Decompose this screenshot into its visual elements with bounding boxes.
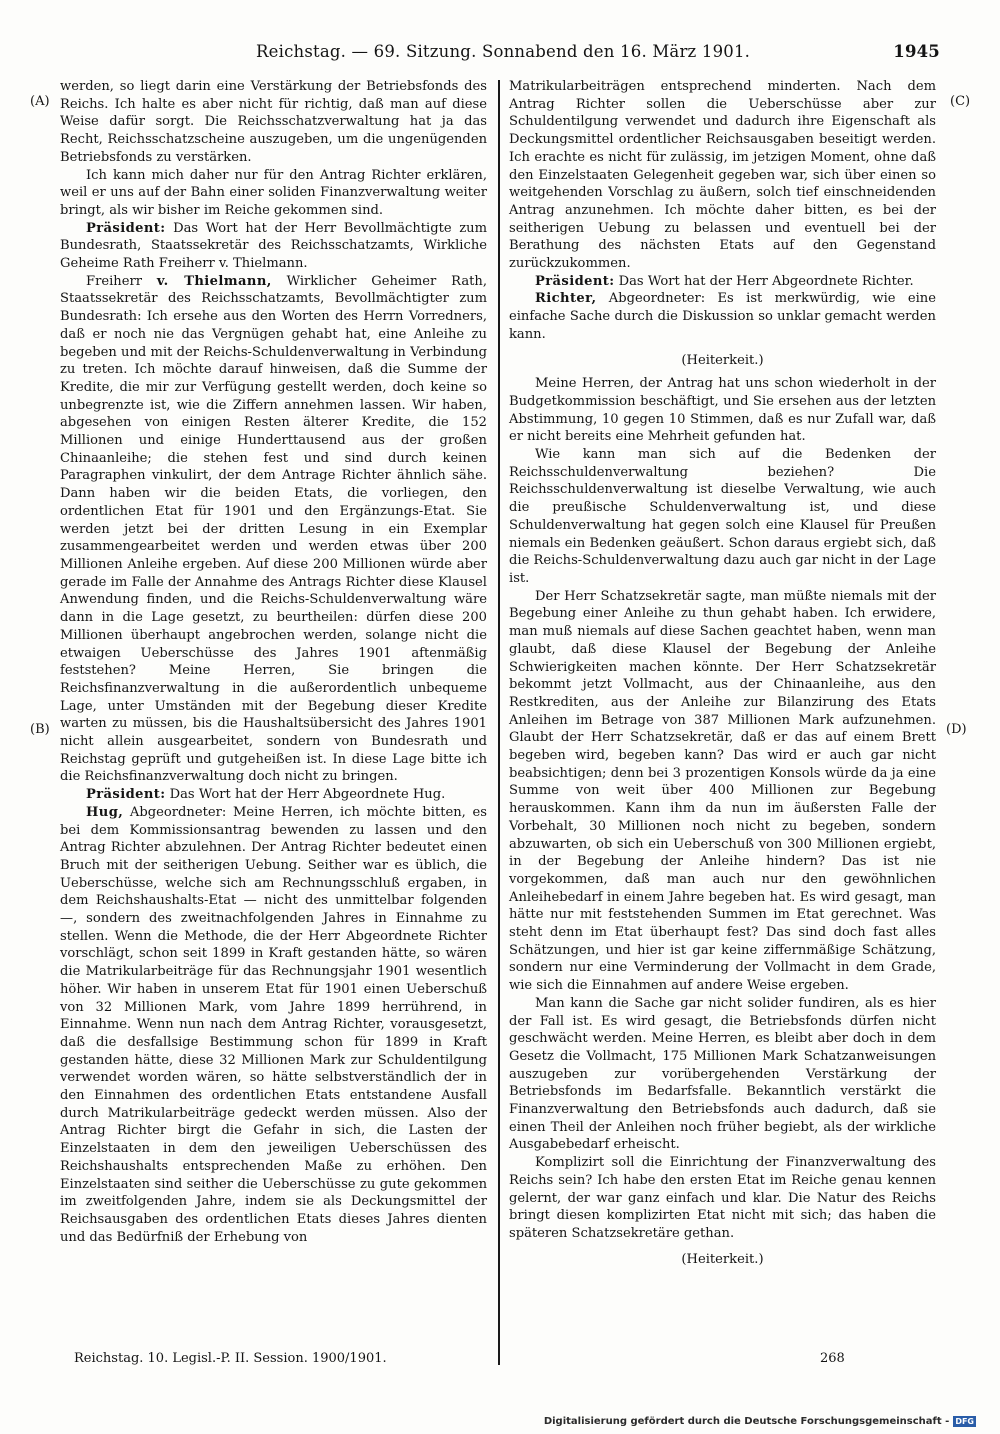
speech-text: Das Wort hat der Herr Bevollmächtigte zum Bundesrath, Staatssekretär des Reichsschatzamts, Wirkliche Geheime Rath Freiherr v. Thielmann. [60,220,487,272]
speaker-name: Präsident: [535,273,615,289]
paragraph: Komplizirt soll die Einrichtung der Finanzverwaltung des Reichs sein? Ich habe den ersten Etat im Reiche genau kennen gelernt, der war ganz einfach und klar. Die Natur des Reichs bringt diesen komplizirten Etat nicht mit sich; das haben die späteren Schatzsekretäre gethan. [509,1155,936,1241]
paragraph [60,804,487,1247]
margin-marker-d: (D) [946,722,967,737]
speech-text: Wirklicher Geheimer Rath, Staatssekretär des Reichsschatzamts, Bevollmächtigter zum Bundesrath: Ich ersehe aus den Worten des Herrn Vorredners, daß er noch nie das Vergnügen gehabt hat, eine Anleihe zu begeben und mit der Reichs-Schuldenverwaltung in Verbindung zu treten. Ich möchte darauf hinweisen, daß die Summe der Kredite, die mir zur Verfügung gestellt werden, doch keine so unbegrenzte ist, wie die Ziffern annehmen lassen. Wir haben, abgesehen von einigen Resten älterer Kredite, die 152 Millionen und einige Hunderttausend aus der großen Chinaanleihe; die stehen fest und sind durch keinen Paragraphen vinkulirt, der dem Antrage Richter ähnlich sähe. Dann haben wir die beiden Etats, die vorliegen, den ordentlichen Etat für 1901 und den Ergänzungs-Etat. Sie werden jetzt bei der dritten Lesung in ein Exemplar zusammengearbeitet werden und werden etwas über 200 Millionen Anleihe ergeben. Auf diese 200 Millionen würde aber gerade im Falle der Annahme des Antrags Richter diese Klausel Anwendung finden, und die Reichs-Schuldenverwaltung wäre dann in die Lage gesetzt, zu beurtheilen: dürfen diese 200 Millionen überhaupt angebrochen werden, solange nicht die etwaigen Ueberschüsse des Jahres 1901 aftenmäßig feststehen? Meine Herren, Sie bringen die Reichsfinanzverwaltung in die außerordentlich unbequeme Lage, unter Umständen mit der Begebung dieser Kredite warten zu müssen, bis die Haushaltsübersicht des Jahres 1901 nicht allein ausgearbeitet, sondern von Bundesrath und Reichstag geprüft und gutgeheißen ist. In diese Lage bitte ich die Reichsfinanzverwaltung doch nicht zu bringen. [60,273,487,785]
paragraph [60,786,487,804]
column-divider [498,80,500,1365]
footer-session-info: Reichstag. 10. Legisl.-P. II. Session. 1900/1901. [74,1351,387,1366]
paragraph [60,220,487,273]
dfg-logo: DFG [955,1416,974,1426]
speaker-name: Präsident: [86,220,166,236]
speaker-prefix: Freiherr [86,273,157,289]
page-number: 1945 [893,42,940,61]
speaker-name: Präsident: [86,787,166,803]
speech-text: Abgeordneter: Meine Herren, ich möchte bitten, es bei dem Kommissionsantrag bewenden zu lassen und den Antrag Richter abzulehnen. Der Antrag Richter bedeutet einen Bruch mit der seitherigen Uebung. Seither war es üblich, die Ueberschüsse, welche sich am Rechnungsschluß ergaben, in dem Reichshaushalts-Etat — nicht des unmittelbar folgenden —, sondern des zweitnachfolgenden Jahres in Einnahme zu stellen. Wenn die Methode, die der Herr Abgeordnete Richter vorschlägt, schon seit 1899 in Kraft gestanden hätte, so wären die Matrikularbeiträge für das Rechnungsjahr 1901 wesentlich höher. Wir haben in unserem Etat für 1901 einen Ueberschuß von 32 Millionen Mark, vom Jahre 1899 herrührend, in Einnahme. Wenn nun nach dem Antrag Richter, vorausgesetzt, daß die desfallsige Bestimmung schon für 1899 in Kraft gestanden hätte, diese 32 Millionen Mark zur Schuldentilgung verwendet worden wären, so hätte selbstverständlich der in den Einnahmen des ordentlichen Etats entstandene Ausfall durch Matrikularbeiträge gedeckt werden müssen. Also der Antrag Richter birgt die Gefahr in sich, die Lasten der Einzelstaaten in dem den jeweiligen Ueberschüssen des Reichshaushalts entsprechenden Maße zu erhöhen. Den Einzelstaaten sind seither die Ueberschüsse zu gute gekommen im zweitfolgenden Jahre, indem sie als Deckungsmittel der Reichsausgaben des ordentlichen Etats dieses Jahres dienten und das Bedürfniß der Erhebung von [60,804,487,1245]
paragraph: werden, so liegt darin eine Verstärkung der Betriebsfonds des Reichs. Ich halte es aber nicht für richtig, daß man auf diese Weise dafür sorgt. Die Reichsschatzverwaltung hat ja das Recht, Reichsschatzscheine auszugeben, um die ungenügenden Betriebsfonds zu verstärken. [60,79,487,165]
speaker-name: Hug, [86,804,124,820]
credit-text: Digitalisierung gefördert durch die Deutsche Forschungsgemeinschaft - [543,1415,950,1427]
paragraph: Der Herr Schatzsekretär sagte, man müßte niemals mit der Begebung einer Anleihe zu thun gehabt haben. Ich erwidere, man muß niemals auf diese Sachen geachtet haben, wenn man glaubt, daß diese Klausel der Begebung der Anleihe Schwierigkeiten machen könnte. Der Herr Schatzsekretär bekommt jetzt Vollmacht, aus der Chinaanleihe, aus den Restkrediten, aus der Anleihe zur Bilanzirung des Etats Anleihen im Betrage von 387 Millionen Mark aufzunehmen. Glaubt der Herr Schatzsekretär, daß er das auf einem Brett begeben wird, begeben kann? Das wird er auch gar nicht beabsichtigen; denn bei 3 prozentigen Konsols würde da ja eine Summe von weit über 400 Millionen zur Begebung herauskommen. Kann ihm da nun im äußersten Falle der Vorbehalt, 30 Millionen noch nicht zu begeben, sondern abzuwarten, ob sich ein Ueberschuß von 300 Millionen ergiebt, in der Begebung der Anleihe hindern? Das ist nie vorgekommen, daß man auch nur den gewöhnlichen Anleihebedarf in einem Jahre begeben hat. Es wird gesagt, man hätte nur mit feststehenden Summen im Etat gerechnet. Was steht denn im Etat überhaupt fest? Das sind doch fast alles Schätzungen, und hier ist gar keine ziffernmäßige Schätzung, sondern nur eine Verminderung der Vollmacht in dem Grade, wie sich die Einnahmen auf andere Weise ergeben. [509,588,936,994]
digitization-credit [544,1414,976,1428]
interjection: (Heiterkeit.) [681,352,764,368]
right-column [509,78,936,1274]
margin-marker-b: (B) [30,722,50,737]
running-header [60,42,940,66]
margin-marker-c: (C) [950,94,971,109]
interjection: (Heiterkeit.) [681,1251,764,1267]
paragraph [509,290,936,343]
paragraph [60,273,487,786]
speech-text: Das Wort hat der Herr Abgeordnete Richter. [614,273,914,289]
signature-mark: 268 [820,1351,845,1366]
left-column [60,78,487,1246]
paragraph: Man kann die Sache gar nicht solider fundiren, als es hier der Fall ist. Es wird gesagt, die Betriebsfonds dürfen nicht geschwächt werden. Meine Herren, es bleibt aber doch in dem Gesetz die Vollmacht, 175 Millionen Mark Schatzanweisungen auszugeben zur vorübergehenden Verstärkung der Betriebsfonds im Bedarfsfalle. Bekanntlich verstärkt die Finanzverwaltung den Betriebsfonds auch dadurch, daß sie einen Theil der Anleihen noch früher begiebt, als der wirkliche Ausgabebedarf erheischt. [509,995,936,1153]
speech-text: Das Wort hat der Herr Abgeordnete Hug. [165,787,446,803]
running-title: Reichstag. — 69. Sitzung. Sonnabend den 16. März 1901. [256,42,751,61]
speaker-name: v. Thielmann, [156,273,272,289]
paragraph: Matrikularbeiträgen entsprechend minderten. Nach dem Antrag Richter sollen die Ueberschüsse aber zur Schuldentilgung verwendet und dadurch ihre Eigenschaft als Deckungsmittel ordentlicher Reichsausgaben beseitigt werden. Ich erachte es nicht für zulässig, im jetzigen Moment, ohne daß den Einzelstaaten Gelegenheit gegeben war, sich über einen so weitgehenden Vorschlag zu äußern, solch tief einschneidenden Antrag anzunehmen. Ich möchte daher bitten, es bei der seitherigen Uebung zu belassen und eventuell bei der Berathung des nächsten Etats auf den Gegenstand zurückzukommen. [509,79,936,272]
margin-marker-a: (A) [30,94,50,109]
speaker-name: Richter, [535,291,597,307]
paragraph: Meine Herren, der Antrag hat uns schon wiederholt in der Budgetkommission beschäftigt, und Sie ersehen aus der letzten Abstimmung, 10 gegen 10 Stimmen, daß es nur Zufall war, daß er nicht bereits eine Mehrheit gefunden hat. [509,376,936,445]
paragraph [509,273,936,291]
paragraph: Ich kann mich daher nur für den Antrag Richter erklären, weil er uns auf der Bahn einer soliden Finanzverwaltung weiter bringt, als wir bisher im Reiche gekommen sind. [60,167,487,218]
paragraph: Wie kann man sich auf die Bedenken der Reichsschuldenverwaltung beziehen? Die Reichsschuldenverwaltung ist dieselbe Verwaltung, wie auch die preußische Schuldenverwaltung ist, und diese Schuldenverwaltung hat gegen solch eine Klausel für Preußen niemals ein Bedenken geäußert. Schon daraus ergiebt sich, daß die Reichs-Schuldenverwaltung dazu auch gar nicht in der Lage ist. [509,447,936,586]
speech-text: Abgeordneter: Es ist merkwürdig, wie eine einfache Sache durch die Diskussion so unklar gemacht werden kann. [509,291,936,342]
